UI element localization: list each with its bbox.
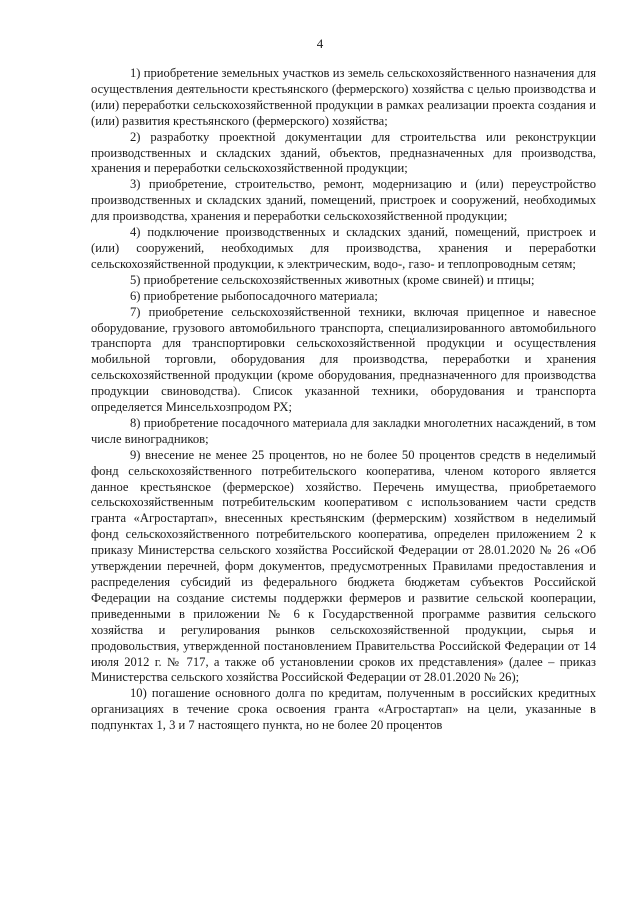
document-body [91,66,596,734]
paragraph-item-6: 6) приобретение рыбопосадочного материала; [130,288,378,303]
paragraph-item-3: 3) приобретение, строительство, ремонт, модернизацию и (или) переустройство производственных и складских зданий, помещений, пристроек и сооружений, необходимых для производства, хранения и переработки сельскохозяйственной продукции; [91,177,596,224]
page-number: 4 [316,36,324,51]
paragraph-item-5: 5) приобретение сельскохозяйственных животных (кроме свиней) и птицы; [130,272,535,287]
paragraph-item-2: 2) разработку проектной документации для строительства или реконструкции производственных и складских зданий, объектов, предназначенных для производства, хранения и переработки сельскохозяйственной продукции; [91,129,596,176]
paragraph-item-7: 7) приобретение сельскохозяйственной техники, включая прицепное и навесное оборудование, грузового автомобильного транспорта, специализированного автомобильного транспорта для транспортировки сельскохозяйственной продукции и осуществления мобильной торговли, оборудования для производства, переработки и хранения сельскохозяйственной продукции (кроме оборудования, предназначенного для производства продукции свиноводства). Список указанной техники, оборудования и транспорта определяется Минсельхозпродом РХ; [91,304,596,415]
paragraph-item-10: 10) погашение основного долга по кредитам, полученным в российских кредитных организациях в течение срока освоения гранта «Агростартап» на цели, указанные в подпунктах 1, 3 и 7 настоящего пункта, но не более 20 процентов [91,686,596,733]
paragraph-item-9: 9) внесение не менее 25 процентов, но не более 50 процентов средств в неделимый фонд сельскохозяйственного потребительского кооператива, членом которого является данное крестьянское (фермерское) хозяйство. Перечень имущества, приобретаемого сельскохозяйственным потребительским кооперативом с использованием части средств гранта «Агростартап», внесенных крестьянским (фермерским) хозяйством в неделимый фонд сельскохозяйственного потребительского кооператива, определен приложением 2 к приказу Министерства сельского хозяйства Российской Федерации от 28.01.2020 № 26 «Об утверждении перечней, форм документов, предусмотренных Правилами предоставления и распределения субсидий из федерального бюджета бюджетам субъектов Российской Федерации на создание системы поддержки фермеров и развитие сельской кооперации, приведенными в приложении № 6 к Государственной программе развития сельского хозяйства и регулирования рынков сельскохозяйственной продукции, сырья и продовольствия, утвержденной постановлением Правительства Российской Федерации от 14 июля 2012 г. № 717, а также об установлении сроков их представления» (далее – приказ Министерства сельского хозяйства Российской Федерации от 28.01.2020 № 26); [91,447,596,685]
paragraph-item-1: 1) приобретение земельных участков из земель сельскохозяйственного назначения для осуществления деятельности крестьянского (фермерского) хозяйства с целью производства и (или) переработки сельскохозяйственной продукции в рамках реализации проекта создания и (или) развития крестьянского (фермерского) хозяйства; [91,66,596,128]
paragraph-item-8: 8) приобретение посадочного материала для закладки многолетних насаждений, в том числе виноградников; [91,415,596,446]
paragraph-item-4: 4) подключение производственных и складских зданий, помещений, пристроек и (или) сооружений, необходимых для производства, хранения и переработки сельскохозяйственной продукции, к электрическим, водо-, газо- и теплопроводным сетям; [91,225,596,271]
